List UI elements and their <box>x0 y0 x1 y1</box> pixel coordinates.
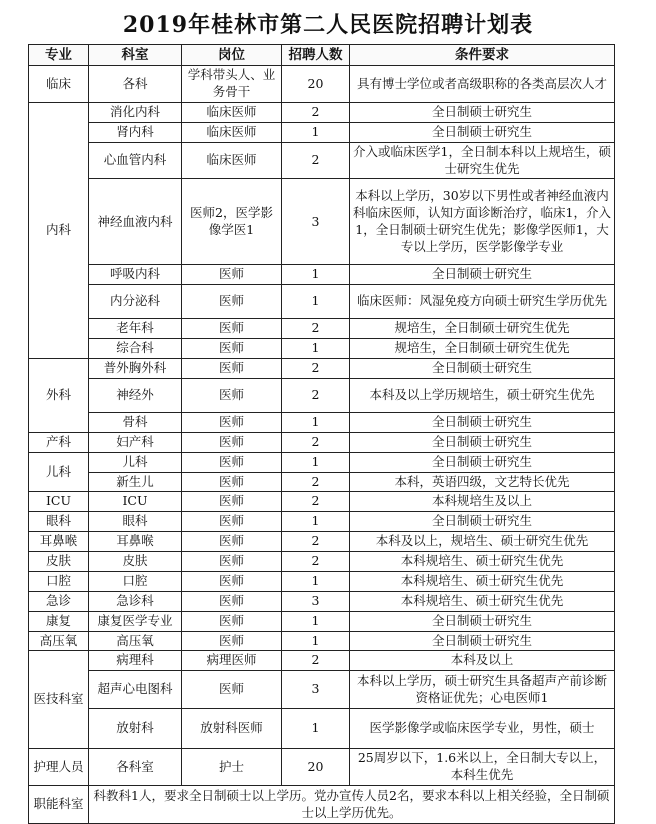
count-cell: 1 <box>282 412 350 432</box>
requirement-cell: 全日制硕士研究生 <box>350 102 615 122</box>
header-requirement: 条件要求 <box>350 45 615 66</box>
department-cell: 高压氧 <box>89 631 182 651</box>
position-cell: 学科带头人、业务骨干 <box>182 66 282 103</box>
major-cell: 临床 <box>29 66 89 103</box>
table-row <box>29 552 615 572</box>
count-cell: 2 <box>282 552 350 572</box>
major-cell: 高压氧 <box>29 631 89 651</box>
major-cell: 职能科室 <box>29 786 89 824</box>
department-cell: ICU <box>89 492 182 512</box>
department-cell: 新生儿 <box>89 472 182 492</box>
requirement-cell: 全日制硕士研究生 <box>350 512 615 532</box>
count-cell: 1 <box>282 631 350 651</box>
major-cell: 产科 <box>29 432 89 452</box>
requirement-cell: 规培生，全日制硕士研究生优先 <box>350 319 615 339</box>
count-cell: 2 <box>282 532 350 552</box>
department-cell: 口腔 <box>89 571 182 591</box>
table-row <box>29 122 615 142</box>
position-cell: 医师 <box>182 591 282 611</box>
table-row <box>29 472 615 492</box>
position-cell: 医师 <box>182 571 282 591</box>
table-row <box>29 512 615 532</box>
major-cell: ICU <box>29 492 89 512</box>
count-cell: 20 <box>282 749 350 786</box>
department-cell: 呼吸内科 <box>89 265 182 285</box>
major-cell: 眼科 <box>29 512 89 532</box>
requirement-cell: 本科以上学历，硕士研究生具备超声产前诊断资格证优先；心电医师1 <box>350 671 615 709</box>
department-cell: 妇产科 <box>89 432 182 452</box>
department-cell: 内分泌科 <box>89 285 182 319</box>
count-cell: 1 <box>282 265 350 285</box>
table-row <box>29 285 615 319</box>
position-cell: 放射科医师 <box>182 709 282 749</box>
position-cell: 医师 <box>182 512 282 532</box>
position-cell: 护士 <box>182 749 282 786</box>
requirement-cell: 临床医师：风湿免疫方向硕士研究生学历优先 <box>350 285 615 319</box>
table-row <box>29 492 615 512</box>
position-cell: 医师 <box>182 432 282 452</box>
count-cell: 2 <box>282 359 350 379</box>
department-cell: 综合科 <box>89 339 182 359</box>
count-cell: 2 <box>282 492 350 512</box>
count-cell: 1 <box>282 452 350 472</box>
department-cell: 超声心电图科 <box>89 671 182 709</box>
count-cell: 2 <box>282 142 350 179</box>
position-cell: 临床医师 <box>182 122 282 142</box>
position-cell: 医师 <box>182 359 282 379</box>
position-cell: 病理医师 <box>182 651 282 671</box>
count-cell: 3 <box>282 671 350 709</box>
count-cell: 3 <box>282 591 350 611</box>
table-row <box>29 179 615 265</box>
major-cell: 皮肤 <box>29 552 89 572</box>
header-major: 专业 <box>29 45 89 66</box>
requirement-cell: 本科及以上，规培生、硕士研究生优先 <box>350 532 615 552</box>
position-cell: 医师 <box>182 285 282 319</box>
header-count: 招聘人数 <box>282 45 350 66</box>
table-row <box>29 671 615 709</box>
position-cell: 临床医师 <box>182 102 282 122</box>
requirement-cell: 介入或临床医学1，全日制本科以上规培生，硕士研究生优先 <box>350 142 615 179</box>
position-cell: 医师 <box>182 265 282 285</box>
count-cell: 1 <box>282 285 350 319</box>
position-cell: 医师2，医学影像学医1 <box>182 179 282 265</box>
count-cell: 1 <box>282 339 350 359</box>
position-cell: 医师 <box>182 631 282 651</box>
requirement-cell: 全日制硕士研究生 <box>350 122 615 142</box>
table-row <box>29 452 615 472</box>
table-row <box>29 709 615 749</box>
table-row <box>29 265 615 285</box>
table-row <box>29 571 615 591</box>
department-cell: 各科室 <box>89 749 182 786</box>
major-cell: 儿科 <box>29 452 89 492</box>
department-cell: 儿科 <box>89 452 182 472</box>
table-row <box>29 611 615 631</box>
requirement-cell: 规培生，全日制硕士研究生优先 <box>350 339 615 359</box>
table-row <box>29 591 615 611</box>
functional-dept-note: 科教科1人，要求全日制硕士以上学历。党办宣传人员2名，要求本科以上相关经验，全日制硕士以上学历优先。 <box>89 786 615 824</box>
count-cell: 1 <box>282 512 350 532</box>
count-cell: 2 <box>282 378 350 412</box>
position-cell: 医师 <box>182 378 282 412</box>
department-cell: 眼科 <box>89 512 182 532</box>
position-cell: 医师 <box>182 452 282 472</box>
count-cell: 2 <box>282 319 350 339</box>
position-cell: 医师 <box>182 611 282 631</box>
position-cell: 医师 <box>182 472 282 492</box>
table-row <box>29 359 615 379</box>
department-cell: 康复医学专业 <box>89 611 182 631</box>
table-row <box>29 378 615 412</box>
department-cell: 老年科 <box>89 319 182 339</box>
department-cell: 皮肤 <box>89 552 182 572</box>
requirement-cell: 全日制硕士研究生 <box>350 432 615 452</box>
requirement-cell: 本科，英语四级，文艺特长优先 <box>350 472 615 492</box>
header-row <box>29 45 615 66</box>
table-row <box>29 786 615 824</box>
table-row <box>29 651 615 671</box>
table-row <box>29 319 615 339</box>
count-cell: 2 <box>282 432 350 452</box>
count-cell: 2 <box>282 102 350 122</box>
count-cell: 1 <box>282 122 350 142</box>
position-cell: 医师 <box>182 492 282 512</box>
position-cell: 医师 <box>182 552 282 572</box>
table-row <box>29 102 615 122</box>
department-cell: 各科 <box>89 66 182 103</box>
count-cell: 2 <box>282 472 350 492</box>
requirement-cell: 本科规培生、硕士研究生优先 <box>350 591 615 611</box>
count-cell: 1 <box>282 709 350 749</box>
position-cell: 医师 <box>182 339 282 359</box>
department-cell: 神经外 <box>89 378 182 412</box>
position-cell: 医师 <box>182 319 282 339</box>
table-row <box>29 142 615 179</box>
department-cell: 急诊科 <box>89 591 182 611</box>
major-cell: 口腔 <box>29 571 89 591</box>
table-row <box>29 412 615 432</box>
department-cell: 肾内科 <box>89 122 182 142</box>
department-cell: 病理科 <box>89 651 182 671</box>
department-cell: 普外胸外科 <box>89 359 182 379</box>
requirement-cell: 全日制硕士研究生 <box>350 611 615 631</box>
requirement-cell: 全日制硕士研究生 <box>350 412 615 432</box>
department-cell: 心血管内科 <box>89 142 182 179</box>
department-cell: 耳鼻喉 <box>89 532 182 552</box>
page-title: 2019年桂林市第二人民医院招聘计划表 <box>122 12 534 38</box>
major-cell: 护理人员 <box>29 749 89 786</box>
major-cell: 急诊 <box>29 591 89 611</box>
major-cell: 内科 <box>29 102 89 358</box>
header-department: 科室 <box>89 45 182 66</box>
requirement-cell: 本科规培生、硕士研究生优先 <box>350 552 615 572</box>
requirement-cell: 全日制硕士研究生 <box>350 359 615 379</box>
requirement-cell: 全日制硕士研究生 <box>350 631 615 651</box>
recruitment-table <box>28 44 615 824</box>
requirement-cell: 全日制硕士研究生 <box>350 452 615 472</box>
requirement-cell: 本科及以上 <box>350 651 615 671</box>
table-row <box>29 532 615 552</box>
table-row <box>29 432 615 452</box>
count-cell: 1 <box>282 611 350 631</box>
major-cell: 医技科室 <box>29 651 89 749</box>
requirement-cell: 本科及以上学历规培生，硕士研究生优先 <box>350 378 615 412</box>
count-cell: 1 <box>282 571 350 591</box>
table-row <box>29 339 615 359</box>
major-cell: 外科 <box>29 359 89 433</box>
department-cell: 神经血液内科 <box>89 179 182 265</box>
count-cell: 20 <box>282 66 350 103</box>
requirement-cell: 医学影像学或临床医学专业，男性，硕士 <box>350 709 615 749</box>
department-cell: 消化内科 <box>89 102 182 122</box>
requirement-cell: 全日制硕士研究生 <box>350 265 615 285</box>
table-row <box>29 749 615 786</box>
position-cell: 临床医师 <box>182 142 282 179</box>
table-row <box>29 631 615 651</box>
position-cell: 医师 <box>182 671 282 709</box>
department-cell: 骨科 <box>89 412 182 432</box>
position-cell: 医师 <box>182 532 282 552</box>
major-cell: 耳鼻喉 <box>29 532 89 552</box>
position-cell: 医师 <box>182 412 282 432</box>
requirement-cell: 本科规培生及以上 <box>350 492 615 512</box>
requirement-cell: 本科规培生、硕士研究生优先 <box>350 571 615 591</box>
requirement-cell: 本科以上学历，30岁以下男性或者神经血液内科临床医师，认知方面诊断治疗，临床1，介入1，全日制硕士研究生优先；影像学医师1，大专以上学历，医学影像学专业 <box>350 179 615 265</box>
header-position: 岗位 <box>182 45 282 66</box>
requirement-cell: 25周岁以下，1.6米以上，全日制大专以上，本科生优先 <box>350 749 615 786</box>
table-row <box>29 66 615 103</box>
count-cell: 2 <box>282 651 350 671</box>
count-cell: 3 <box>282 179 350 265</box>
department-cell: 放射科 <box>89 709 182 749</box>
requirement-cell: 具有博士学位或者高级职称的各类高层次人才 <box>350 66 615 103</box>
major-cell: 康复 <box>29 611 89 631</box>
